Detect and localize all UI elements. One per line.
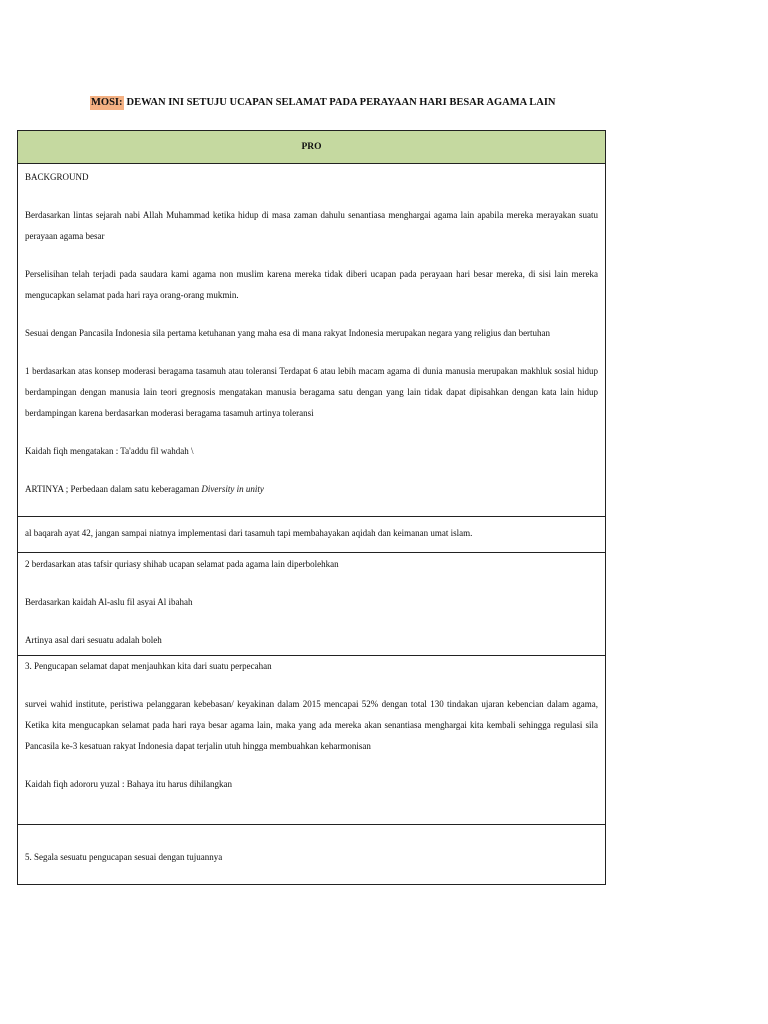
paragraph-albaqarah: al baqarah ayat 42, jangan sampai niatnya implementasi dari tasamuh tapi membahayakan aqidah dan keimanan umat islam.: [25, 528, 473, 538]
paragraph-pancasila: Sesuai dengan Pancasila Indonesia sila pertama ketuhanan yang maha esa di mana rakyat Indonesia merupakan negara yang religius dan bertuhan: [25, 328, 551, 338]
paragraph-division: 3. Pengucapan selamat dapat menjauhkan kita dari suatu perpecahan: [25, 661, 272, 671]
paragraph-dispute: Perselisihan telah terjadi pada saudara kami agama non muslim karena mereka tidak diberi ucapan pada perayaan hari besar mereka, di sisi lain mereka mengucapkan selamat pada hari raya orang-orang mukmin.: [25, 269, 598, 300]
motion-label: MOSI:: [91, 97, 123, 108]
paragraph-ibahah-meaning: Artinya asal dari sesuatu adalah boleh: [25, 635, 162, 645]
table-header-pro: PRO: [18, 131, 606, 164]
paragraph-purpose: 5. Segala sesuatu pengucapan sesuai dengan tujuannya: [25, 852, 223, 862]
pro-table: [17, 130, 606, 885]
paragraph-adororu: Kaidah fiqh adororu yuzal : Bahaya itu harus dihilangkan: [25, 779, 232, 789]
paragraph-fiqh-rule: Kaidah fiqh mengatakan : Ta'addu fil wahdah \: [25, 446, 194, 456]
table-cell-albaqarah: [18, 517, 606, 553]
table-cell-tafsir: [18, 553, 606, 656]
motion-title: [90, 97, 650, 108]
motion-text: DEWAN INI SETUJU UCAPAN SELAMAT PADA PERAYAAN HARI BESAR AGAMA LAIN: [126, 97, 556, 108]
table-cell-division: [18, 656, 606, 825]
table-cell-purpose: [18, 825, 606, 885]
paragraph-kaidah-ibahah: Berdasarkan kaidah Al-aslu fil asyai Al ibahah: [25, 597, 193, 607]
table-cell-background: [18, 164, 606, 517]
paragraph-tafsir: 2 berdasarkan atas tafsir quriasy shihab ucapan selamat pada agama lain diperbolehkan: [25, 559, 339, 569]
meaning-italic: Diversity in unity: [201, 484, 264, 494]
paragraph-meaning: [25, 479, 598, 500]
paragraph-moderation: 1 berdasarkan atas konsep moderasi beragama tasamuh atau toleransi Terdapat 6 atau lebih macam agama di dunia manusia merupakan makhluk sosial hidup berdampingan dengan manusia lain teori gregnosis mengatakan manusia beragama satu dengan yang lain tidak dapat dipisahkan dengan kata lain hidup berdampingan karena berdasarkan moderasi beragama tasamuh artinya toleransi: [25, 366, 598, 418]
paragraph-survey: survei wahid institute, peristiwa pelanggaran kebebasan/ keyakinan dalam 2015 mencapai 52% dengan total 130 tindakan ujaran kebencian dalam agama, Ketika kita mengucapkan selamat pada hari raya besar agama lain, maka yang ada mereka akan senantiasa menghargai kita kembali sehingga regulasi sila Pancasila ke-3 kesatuan rakyat Indonesia dapat terjalin utuh hingga membuahkan keharmonisan: [25, 699, 598, 751]
paragraph-history: Berdasarkan lintas sejarah nabi Allah Muhammad ketika hidup di masa zaman dahulu senantiasa menghargai agama lain apabila mereka merayakan suatu perayaan agama besar: [25, 210, 598, 241]
section-heading-background: BACKGROUND: [25, 172, 89, 182]
meaning-text: ARTINYA ; Perbedaan dalam satu keberagaman: [25, 484, 202, 494]
